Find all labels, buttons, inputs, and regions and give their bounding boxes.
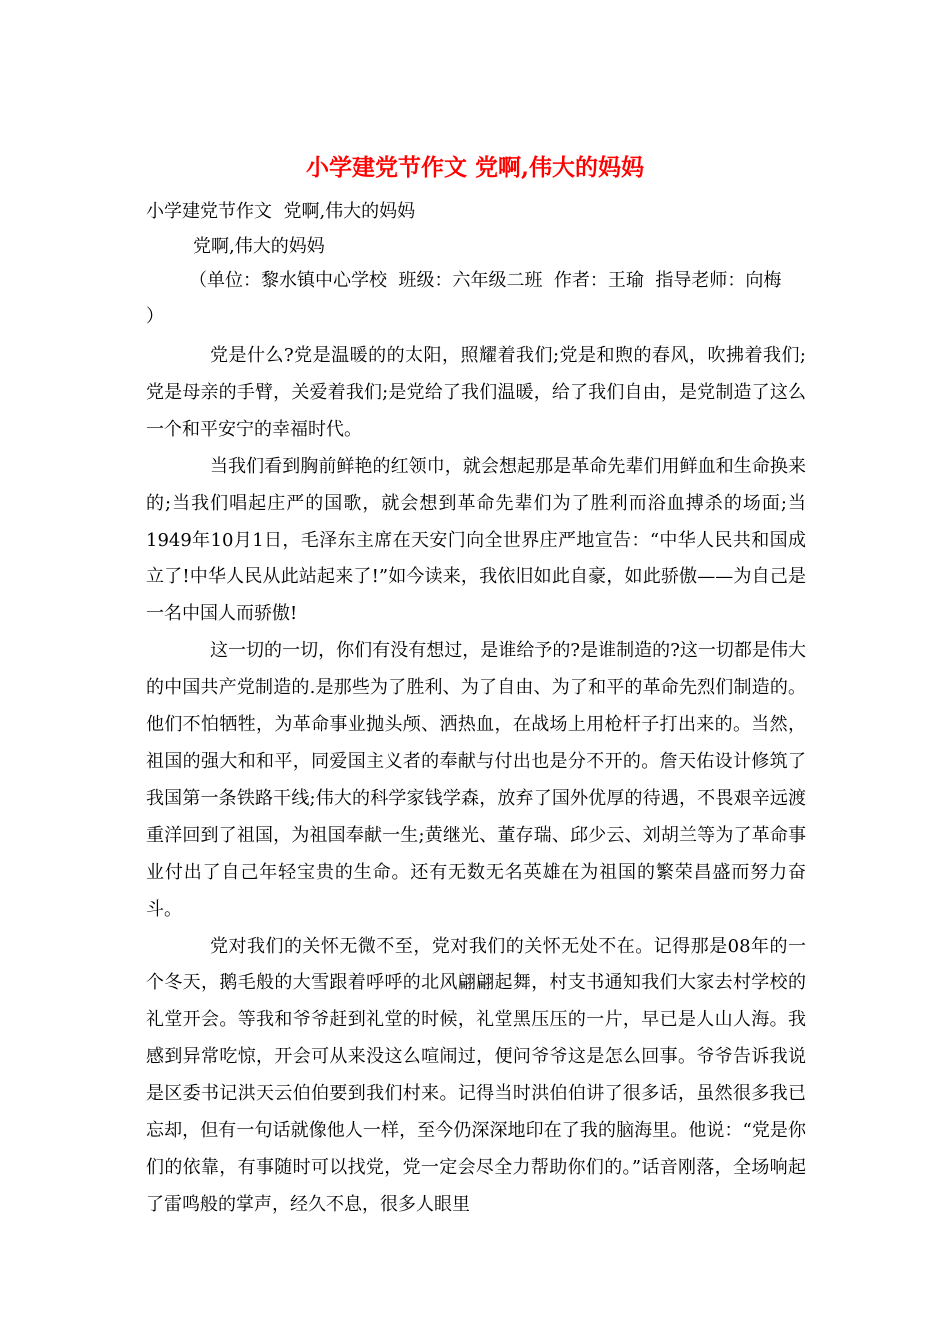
paragraph: 当我们看到胸前鲜艳的红领巾，就会想起那是革命先辈们用鲜血和生命换来的;当我们唱起庄严的国歌，就会想到革命先辈们为了胜利而浴血搏杀的场面;当1949年10月1日，毛泽东主席在天安门向全世界庄严地宣告：“中华人民共和国成立了!中华人民从此站起来了!”如今读来，我依旧如此自豪，如此骄傲——为自己是一名中国人而骄傲! xyxy=(146,455,806,625)
author-byline: （单位：黎水镇中心学校 班级：六年级二班 作者：王瑜 指导老师：向梅 xyxy=(189,270,782,291)
document-subtitle: 小学建党节作文 党啊,伟大的妈妈 xyxy=(146,201,416,222)
paragraph: 党对我们的关怀无微不至，党对我们的关怀无处不在。记得那是08年的一个冬天，鹅毛般的大雪跟着呼呼的北风翩翩起舞，村支书通知我们大家去村学校的礼堂开会。等我和爷爷赶到礼堂的时候，礼堂黑压压的一片，早已是人山人海。我感到异常吃惊，开会可从来没这么喧闹过，便问爷爷这是怎么回事。爷爷告诉我说是区委书记洪天云伯伯要到我们村来。记得当时洪伯伯讲了很多话，虽然很多我已忘却，但有一句话就像他人一样，至今仍深深地印在了我的脑海里。他说：“党是你们的依靠，有事随时可以找党，党一定会尽全力帮助你们的。”话音刚落，全场响起了雷鸣般的掌声，经久不息，很多人眼里 xyxy=(146,935,806,1215)
paragraph: 党是什么?党是温暖的的太阳，照耀着我们;党是和煦的春风，吹拂着我们;党是母亲的手臂，关爱着我们;是党给了我们温暖，给了我们自由，是党制造了这么一个和平安宁的幸福时代。 xyxy=(146,345,806,440)
document-title: 小学建党节作文 党啊,伟大的妈妈 xyxy=(305,154,644,181)
article-body xyxy=(146,338,806,1224)
paragraph: 这一切的一切，你们有没有想过，是谁给予的?是谁制造的?这一切都是伟大的中国共产党制造的.是那些为了胜利、为了自由、为了和平的革命先烈们制造的。他们不怕牺牲，为革命事业抛头颅、洒热血，在战场上用枪杆子打出来的。当然，祖国的强大和和平，同爱国主义者的奉献与付出也是分不开的。詹天佑设计修筑了我国第一条铁路干线;伟大的科学家钱学森，放弃了国外优厚的待遇，不畏艰辛远渡重洋回到了祖国，为祖国奉献一生;黄继光、董存瑞、邱少云、刘胡兰等为了革命事业付出了自己年轻宝贵的生命。还有无数无名英雄在为祖国的繁荣昌盛而努力奋斗。 xyxy=(146,640,806,920)
author-byline-end: ） xyxy=(146,306,164,327)
article-heading: 党啊,伟大的妈妈 xyxy=(193,236,325,257)
